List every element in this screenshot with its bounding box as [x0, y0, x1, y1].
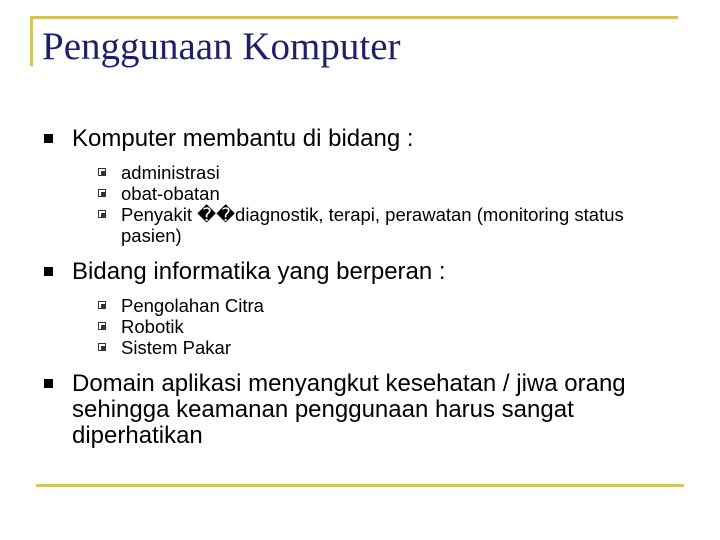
frame-left-rule — [30, 16, 33, 66]
sub-bullet-text: Penyakit ��diagnostik, terapi, perawatan (monitoring status pasien) — [121, 204, 624, 246]
slide-content — [44, 126, 684, 449]
bullet-text: Domain aplikasi menyangkut kesehatan / jiwa orang sehingga keamanan penggunaan harus sangat diperhatikan — [72, 370, 626, 449]
sub-bullet-text: Pengolahan Citra — [121, 295, 264, 316]
bullet-komputer-membantu — [44, 126, 684, 152]
sub-bullet-obat-obatan — [96, 183, 684, 204]
bullet-domain-aplikasi — [44, 371, 684, 449]
hollow-square-bullet-icon — [98, 301, 106, 309]
frame-bottom-rule — [36, 484, 684, 487]
hollow-square-bullet-icon — [98, 189, 106, 197]
bullet-text: Komputer membantu di bidang : — [72, 125, 414, 152]
square-bullet-icon — [44, 379, 53, 388]
sub-bullet-sistem-pakar — [96, 337, 684, 358]
bullet-text: Bidang informatika yang berperan : — [72, 258, 446, 285]
sub-bullet-robotik — [96, 316, 684, 337]
hollow-square-bullet-icon — [98, 210, 106, 218]
sub-bullet-text: obat-obatan — [121, 183, 220, 204]
sub-bullet-text: administrasi — [121, 162, 220, 183]
square-bullet-icon — [44, 134, 53, 143]
sub-bullet-pengolahan-citra — [96, 295, 684, 316]
square-bullet-icon — [44, 267, 53, 276]
frame-top-rule — [30, 16, 678, 19]
hollow-square-bullet-icon — [98, 322, 106, 330]
bullet-bidang-informatika — [44, 259, 684, 285]
sub-bullet-administrasi — [96, 162, 684, 183]
hollow-square-bullet-icon — [98, 343, 106, 351]
sub-bullet-penyakit — [96, 204, 684, 246]
sub-bullet-text: Sistem Pakar — [121, 337, 232, 358]
slide-title: Penggunaan Komputer — [42, 25, 401, 68]
hollow-square-bullet-icon — [98, 168, 106, 176]
sub-bullet-text: Robotik — [121, 316, 184, 337]
